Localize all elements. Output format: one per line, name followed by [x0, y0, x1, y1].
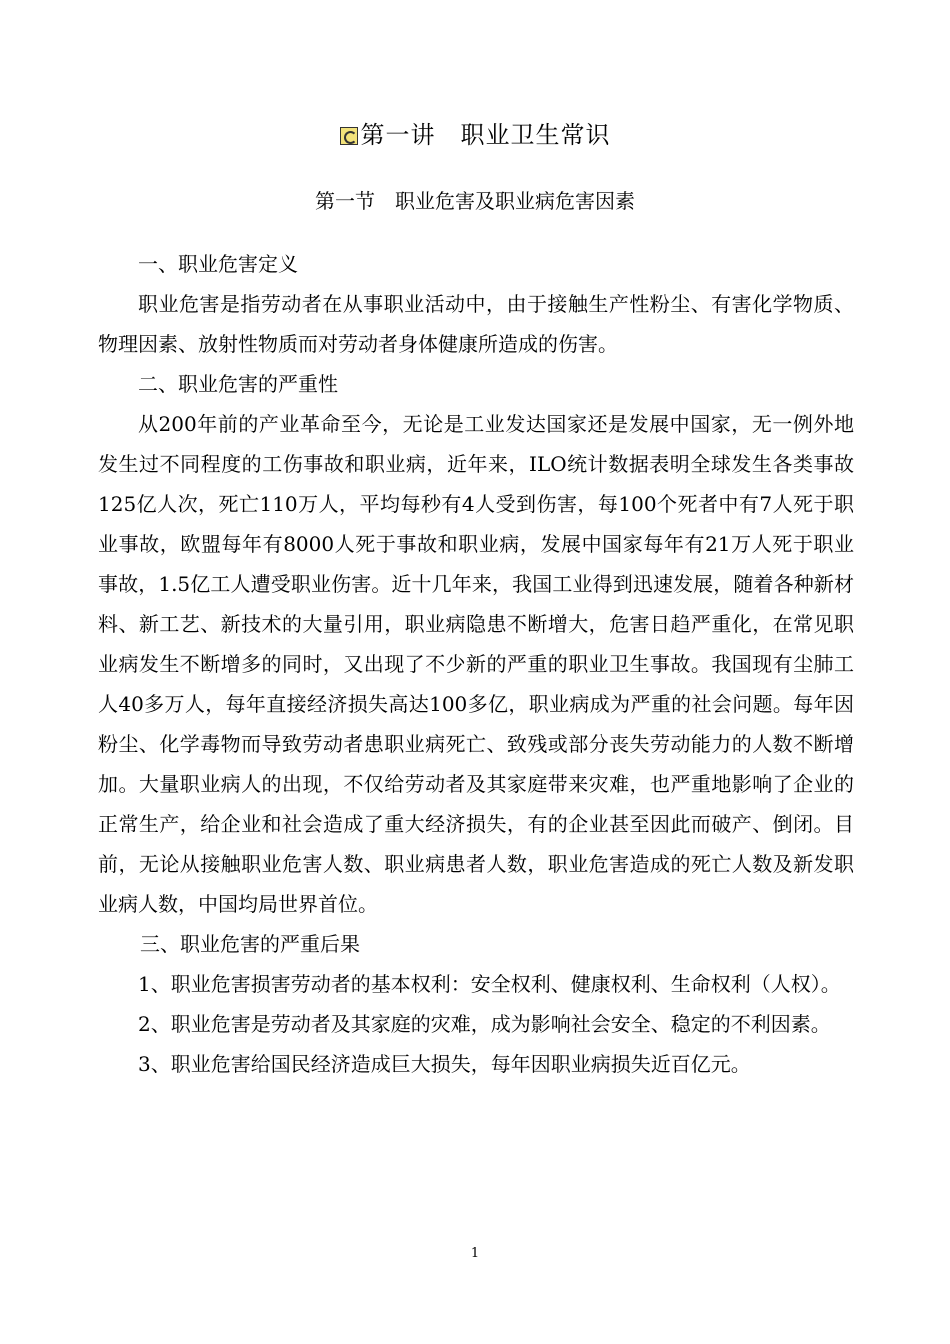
section-title: 第一节 职业危害及职业病危害因素 — [315, 189, 635, 213]
lecture-title-text: 第一讲 职业卫生常识 — [360, 121, 611, 149]
paragraph-definition: 职业危害是指劳动者在从事职业活动中，由于接触生产性粉尘、有害化学物质、物理因素、放射性物质而对劳动者身体健康所造成的伤害。 — [98, 292, 854, 356]
consequence-item: 2、职业危害是劳动者及其家庭的灾难，成为影响社会安全、稳定的不利因素。 — [138, 1012, 831, 1036]
body-text — [98, 244, 854, 1084]
heading-consequences: 三、职业危害的严重后果 — [140, 932, 360, 956]
lecture-title — [0, 118, 950, 152]
heading-definition: 一、职业危害定义 — [138, 252, 298, 276]
page-number: 1 — [470, 1246, 480, 1261]
document-link-icon[interactable] — [340, 127, 358, 145]
consequence-item: 3、职业危害给国民经济造成巨大损失，每年因职业病损失近百亿元。 — [138, 1052, 751, 1076]
heading-severity: 二、职业危害的严重性 — [138, 372, 338, 396]
paragraph-severity: 从200年前的产业革命至今，无论是工业发达国家还是发展中国家，无一例外地发生过不同程度的工伤事故和职业病，近年来，ILO统计数据表明全球发生各类事故125亿人次，死亡110万人，平均每秒有4人受到伤害，每100个死者中有7人死于职业事故，欧盟每年有8000人死于事故和职业病，发展中国家每年有21万人死于职业事故，1.5亿工人遭受职业伤害。近十几年来，我国工业得到迅速发展，随着各种新材料、新工艺、新技术的大量引用，职业病隐患不断增大，危害日趋严重化，在常见职业病发生不断增多的同时，又出现了不少新的严重的职业卫生事故。我国现有尘肺工人40多万人，每年直接经济损失高达100多亿，职业病成为严重的社会问题。每年因粉尘、化学毒物而导致劳动者患职业病死亡、致残或部分丧失劳动能力的人数不断增加。大量职业病人的出现，不仅给劳动者及其家庭带来灾难，也严重地影响了企业的正常生产，给企业和社会造成了重大经济损失，有的企业甚至因此而破产、倒闭。目前，无论从接触职业危害人数、职业病患者人数，职业危害造成的死亡人数及新发职业病人数，中国均局世界首位。 — [98, 412, 854, 916]
consequence-item: 1、职业危害损害劳动者的基本权利：安全权利、健康权利、生命权利（人权）。 — [138, 972, 841, 996]
